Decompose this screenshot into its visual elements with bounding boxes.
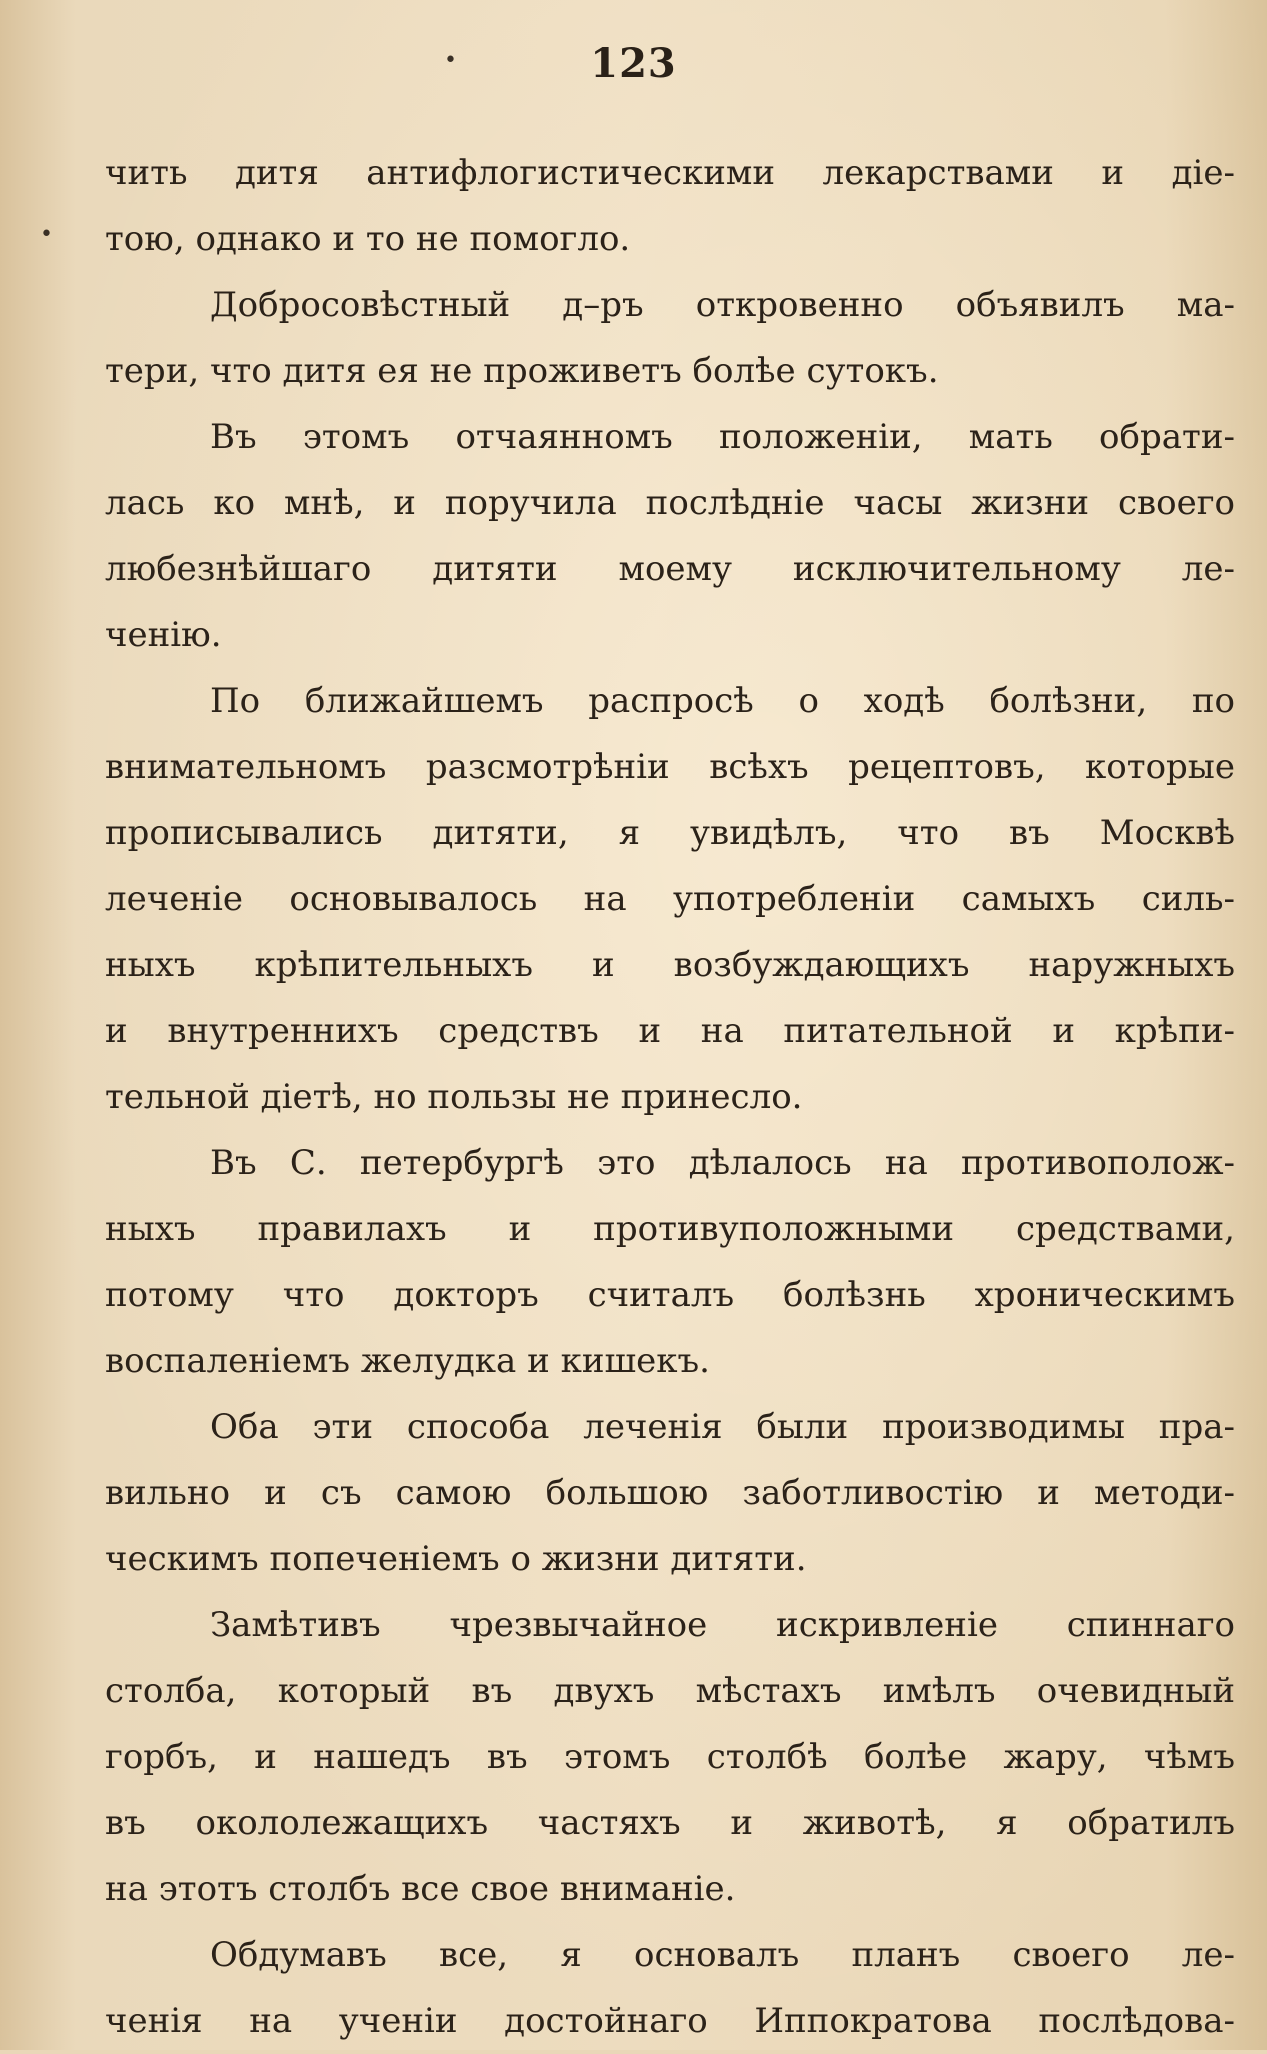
text-line: Оба эти способа леченія были производимы пра- xyxy=(210,1407,1235,1447)
text-line: тельной діетѣ, но пользы не принесло. xyxy=(105,1077,803,1117)
text-line: на этотъ столбъ все свое вниманіе. xyxy=(105,1869,736,1909)
text-line: ченія на ученіи достойнаго Иппократова послѣдова- xyxy=(105,2001,1235,2041)
text-line: лась ко мнѣ, и поручила послѣдніе часы жизни своего xyxy=(105,483,1235,523)
text-line: потому что докторъ считалъ болѣзнь хроническимъ xyxy=(105,1275,1235,1315)
text-line: По ближайшемъ распросѣ о ходѣ болѣзни, по xyxy=(210,681,1235,721)
text-line: ческимъ попеченіемъ о жизни дитяти. xyxy=(105,1539,807,1579)
text-line: Добросовѣстный д–ръ откровенно объявилъ ма- xyxy=(210,285,1235,325)
text-line: внимательномъ разсмотрѣніи всѣхъ рецептовъ, которые xyxy=(105,747,1235,787)
text-line: чить дитя антифлогистическими лекарствами и діе- xyxy=(105,153,1235,193)
margin-mark: • xyxy=(444,48,457,73)
text-line: любезнѣйшаго дитяти моему исключительному ле- xyxy=(105,549,1235,589)
text-line: вильно и съ самою большою заботливостію и методи- xyxy=(105,1473,1235,1513)
text-line: столба, который въ двухъ мѣстахъ имѣлъ очевидный xyxy=(105,1671,1235,1711)
text-line: ныхъ крѣпительныхъ и возбуждающихъ наружныхъ xyxy=(105,945,1235,985)
text-line: Въ С. петербургѣ это дѣлалось на противополож- xyxy=(210,1143,1235,1183)
text-line: леченіе основывалось на употребленіи самыхъ силь- xyxy=(105,879,1235,919)
text-line: тою, однако и то не помогло. xyxy=(105,219,631,259)
body-text xyxy=(105,140,1235,2054)
text-line: Въ этомъ отчаянномъ положеніи, мать обрати- xyxy=(210,417,1235,457)
text-line: горбъ, и нашедъ въ этомъ столбѣ болѣе жару, чѣмъ xyxy=(105,1737,1235,1777)
text-line: прописывались дитяти, я увидѣлъ, что въ Москвѣ xyxy=(105,813,1235,853)
text-line: и внутреннихъ средствъ и на питательной и крѣпи- xyxy=(105,1011,1235,1051)
margin-mark: • xyxy=(40,222,53,247)
text-line: въ окололежащихъ частяхъ и животѣ, я обратилъ xyxy=(105,1803,1235,1843)
text-line: Обдумавъ все, я основалъ планъ своего ле- xyxy=(210,1935,1235,1975)
page-number: 123 xyxy=(590,40,677,87)
text-line: ныхъ правилахъ и противуположными средствами, xyxy=(105,1209,1235,1249)
text-line: тери, что дитя ея не проживетъ болѣе сутокъ. xyxy=(105,351,939,391)
text-line: Замѣтивъ чрезвычайное искривленіе спиннаго xyxy=(210,1605,1235,1645)
text-line: воспаленіемъ желудка и кишекъ. xyxy=(105,1341,710,1381)
text-line: ченію. xyxy=(105,615,222,655)
